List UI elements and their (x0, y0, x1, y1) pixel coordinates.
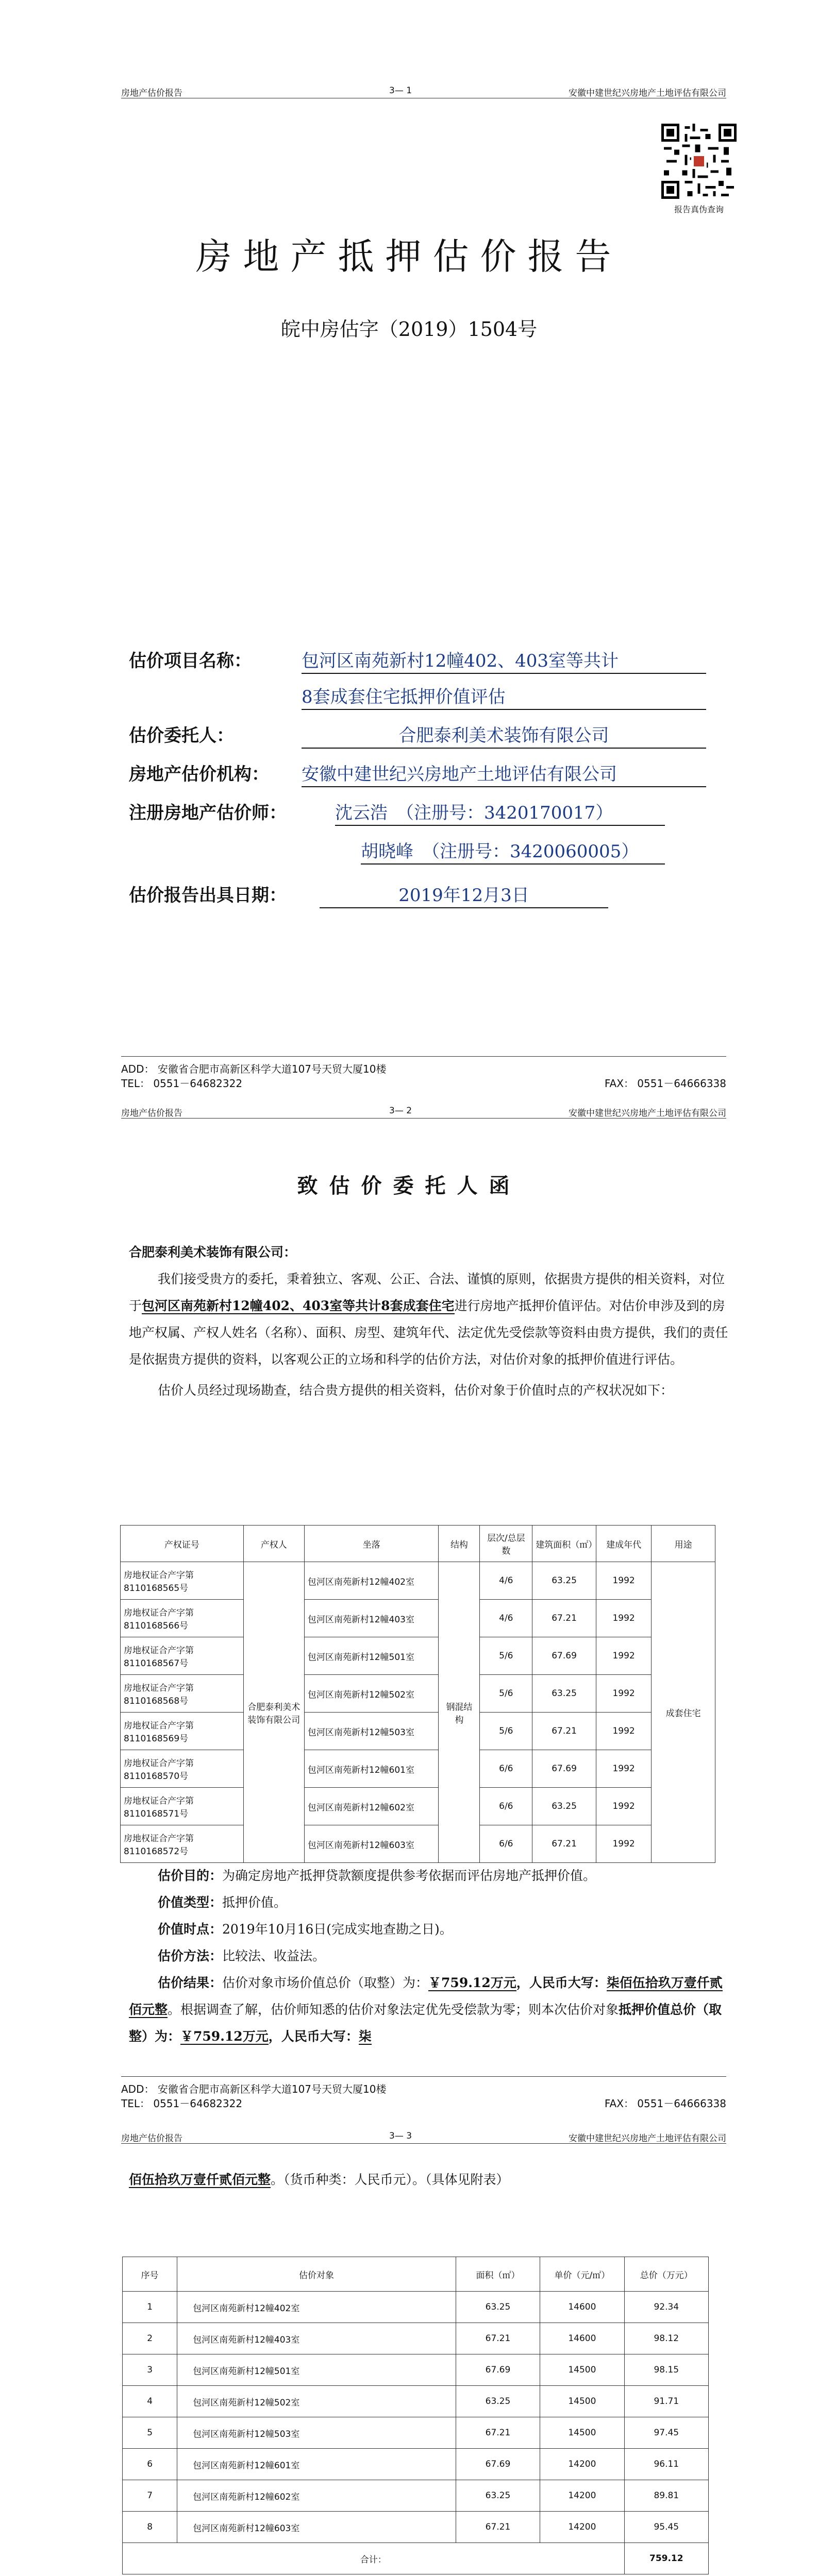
price-cell: 14500 (540, 2386, 624, 2417)
col-floor: 层次/总层数 (480, 1526, 532, 1562)
timepoint-line (129, 1916, 732, 1943)
value-type-value: 抵押价值。 (222, 1895, 287, 1910)
object-cell: 包河区南苑新村12幢402室 (177, 2292, 456, 2323)
header-report-name: 房地产估价报告 (121, 2133, 182, 2144)
no-cell: 8 (123, 2512, 177, 2543)
table-header-row (123, 2257, 709, 2292)
location-cell: 包河区南苑新村12幢402室 (304, 1562, 439, 1600)
area-cell: 67.69 (456, 2449, 540, 2480)
letter-body (129, 1239, 732, 1404)
para1-property: 包河区南苑新村12幢402、403室等共计8套成套住宅 (142, 1298, 455, 1313)
method-label: 估价方法： (158, 1948, 223, 1963)
property-rights-table (120, 1525, 715, 1863)
area-cell: 67.21 (532, 1713, 596, 1750)
result-continued (129, 2166, 732, 2193)
report-date: 2019年12月3日 (320, 881, 608, 908)
col-structure: 结构 (439, 1526, 480, 1562)
client-label: 估价委托人： (129, 725, 234, 746)
location-cell: 包河区南苑新村12幢503室 (304, 1713, 439, 1750)
header-page-number: 3— 1 (389, 86, 412, 96)
agency-name: 安徽中建世纪兴房地产土地评估有限公司 (302, 760, 706, 787)
result-text-c: 。根据调查了解，估价师知悉的估价对象法定优先受偿款为零；则本次估价对象 (168, 2002, 619, 2017)
price-cell: 14500 (540, 2417, 624, 2449)
table-row (121, 1750, 715, 1788)
year-cell: 1992 (596, 1600, 651, 1637)
area-cell: 67.21 (456, 2417, 540, 2449)
mortgage-value-words-end: 佰伍拾玖万壹仟贰佰元整 (129, 2172, 271, 2187)
table-row (123, 2449, 709, 2480)
col-area: 建筑面积（㎡） (532, 1526, 596, 1562)
market-value-amount: ￥759.12万元 (428, 1975, 516, 1990)
footer-address: ADD： 安徽省合肥市高新区科学大道107号天贸大厦10楼 (121, 1063, 387, 1075)
purpose-label: 估价目的： (158, 1868, 223, 1883)
year-cell: 1992 (596, 1713, 651, 1750)
total-cell: 89.81 (624, 2480, 708, 2512)
report-title: 房地产抵押估价报告 (195, 235, 623, 278)
floor-cell: 6/6 (480, 1788, 532, 1825)
total-cell: 97.45 (624, 2417, 708, 2449)
table-row (123, 2292, 709, 2323)
result-label: 估价结果： (158, 1975, 223, 1990)
use-cell: 成套住宅 (652, 1562, 715, 1863)
table-row (121, 1713, 715, 1750)
location-cell: 包河区南苑新村12幢502室 (304, 1675, 439, 1713)
structure-cell: 钢混结构 (439, 1562, 480, 1863)
table-row (123, 2480, 709, 2512)
col-cert: 产权证号 (121, 1526, 244, 1562)
total-cell: 91.71 (624, 2386, 708, 2417)
result-text-h: 。（货币种类：人民币元）。（具体见附表） (271, 2172, 509, 2187)
header-company: 安徽中建世纪兴房地产土地评估有限公司 (569, 2133, 726, 2144)
page-header (121, 1103, 726, 1118)
header-page-number: 3— 3 (389, 2131, 412, 2141)
no-cell: 1 (123, 2292, 177, 2323)
area-cell: 67.69 (456, 2354, 540, 2386)
mortgage-value-amount: ￥759.12万元 (180, 2029, 269, 2044)
purpose-line (129, 1862, 732, 1889)
price-cell: 14200 (540, 2480, 624, 2512)
footer-tel: TEL： 0551－64682322 (121, 1077, 243, 1090)
no-cell: 4 (123, 2386, 177, 2417)
no-cell: 3 (123, 2354, 177, 2386)
price-cell: 14500 (540, 2354, 624, 2386)
floor-cell: 4/6 (480, 1600, 532, 1637)
floor-cell: 4/6 (480, 1562, 532, 1600)
method-value: 比较法、收益法。 (222, 1948, 326, 1963)
area-cell: 67.21 (532, 1600, 596, 1637)
object-cell: 包河区南苑新村12幢501室 (177, 2354, 456, 2386)
object-cell: 包河区南苑新村12幢403室 (177, 2323, 456, 2354)
result-text-d: 抵押价值总价（取整）为： (129, 2002, 722, 2044)
page-header (121, 82, 726, 98)
result-text-a: 估价对象市场价值总价（取整）为： (222, 1975, 429, 1990)
no-cell: 7 (123, 2480, 177, 2512)
purpose-value: 为确定房地产抵押贷款额度提供参考依据而评估房地产抵押价值。 (222, 1868, 596, 1883)
no-cell: 5 (123, 2417, 177, 2449)
col-object: 估价对象 (177, 2257, 456, 2292)
timepoint-value: 2019年10月16日(完成实地查勘之日)。 (222, 1922, 453, 1937)
letter-title: 致估价委托人函 (297, 1174, 521, 1198)
cert-cell: 房地权证合产字第8110168572号 (121, 1825, 244, 1863)
year-cell: 1992 (596, 1788, 651, 1825)
table-row (123, 2512, 709, 2543)
table-row (121, 1675, 715, 1713)
col-owner: 产权人 (243, 1526, 304, 1562)
area-cell: 63.25 (532, 1675, 596, 1713)
area-cell: 63.25 (456, 2292, 540, 2323)
area-cell: 63.25 (456, 2480, 540, 2512)
result-continued-line (129, 2166, 732, 2193)
col-no: 序号 (123, 2257, 177, 2292)
object-cell: 包河区南苑新村12幢502室 (177, 2386, 456, 2417)
table-row (123, 2354, 709, 2386)
cert-cell: 房地权证合产字第8110168570号 (121, 1750, 244, 1788)
table-row (123, 2417, 709, 2449)
header-report-name: 房地产估价报告 (121, 1108, 182, 1118)
col-area: 面积（㎡） (456, 2257, 540, 2292)
para1-text-c: 进行房地产抵押价值评估。对估价申涉及到的房地产权属、产权人姓名（名称）、面积、房型、建筑年代、法定优先受偿款等资料由贵方提供，我们的责任是依据贵方提供的资料，以客观公正的立场和科学的估价方法，对估价对象的抵押价值进行评估。 (129, 1298, 728, 1367)
location-cell: 包河区南苑新村12幢602室 (304, 1788, 439, 1825)
total-cell: 96.11 (624, 2449, 708, 2480)
no-cell: 2 (123, 2323, 177, 2354)
table-total-row (123, 2543, 709, 2574)
valuer-2: 胡晓峰 （注册号：3420060005） (361, 837, 665, 865)
col-unit-price: 单价（元/㎡） (540, 2257, 624, 2292)
cert-cell: 房地权证合产字第8110168565号 (121, 1562, 244, 1600)
cert-cell: 房地权证合产字第8110168571号 (121, 1788, 244, 1825)
area-cell: 63.25 (532, 1562, 596, 1600)
value-type-line (129, 1889, 732, 1916)
header-company: 安徽中建世纪兴房地产土地评估有限公司 (569, 1108, 726, 1118)
owner-cell: 合肥泰利美术装饰有限公司 (243, 1562, 304, 1863)
object-cell: 包河区南苑新村12幢602室 (177, 2480, 456, 2512)
year-cell: 1992 (596, 1637, 651, 1675)
result-text-e: ，人民币大写： (268, 2029, 359, 2044)
valuation-summary (129, 1862, 732, 2050)
client-name: 合肥泰利美术装饰有限公司 (302, 721, 706, 749)
valuer-1: 沈云浩 （注册号：3420170017） (335, 799, 665, 826)
result-line (129, 1970, 732, 2050)
total-cell: 92.34 (624, 2292, 708, 2323)
letter-salutation: 合肥泰利美术装饰有限公司： (129, 1245, 297, 1260)
location-cell: 包河区南苑新村12幢501室 (304, 1637, 439, 1675)
letter-paragraph-2: 估价人员经过现场勘查，结合贵方提供的相关资料，估价对象于价值时点的产权状况如下： (158, 1383, 674, 1398)
location-cell: 包河区南苑新村12幢603室 (304, 1825, 439, 1863)
area-cell: 67.21 (456, 2512, 540, 2543)
table-row (121, 1600, 715, 1637)
year-cell: 1992 (596, 1675, 651, 1713)
floor-cell: 5/6 (480, 1713, 532, 1750)
project-name-label: 估价项目名称： (129, 651, 252, 671)
header-report-name: 房地产估价报告 (121, 88, 182, 98)
object-cell: 包河区南苑新村12幢601室 (177, 2449, 456, 2480)
valuation-results-table (122, 2257, 709, 2574)
floor-cell: 5/6 (480, 1675, 532, 1713)
year-cell: 1992 (596, 1750, 651, 1788)
cert-cell: 房地权证合产字第8110168567号 (121, 1637, 244, 1675)
mortgage-value-words-start: 柒 (358, 2029, 372, 2044)
cert-cell: 房地权证合产字第8110168566号 (121, 1600, 244, 1637)
year-cell: 1992 (596, 1562, 651, 1600)
cert-cell: 房地权证合产字第8110168569号 (121, 1713, 244, 1750)
area-cell: 67.21 (532, 1825, 596, 1863)
total-cell: 95.45 (624, 2512, 708, 2543)
market-value-words: 柒佰伍拾玖万壹仟贰佰元整 (129, 1975, 723, 2017)
project-name-line1: 包河区南苑新村12幢402、403室等共计 (302, 647, 706, 674)
footer-tel: TEL： 0551－64682322 (121, 2097, 243, 2110)
cert-cell: 房地权证合产字第8110168568号 (121, 1675, 244, 1713)
page-footer (121, 2076, 726, 2108)
valuer-label: 注册房地产估价师： (129, 803, 287, 823)
location-cell: 包河区南苑新村12幢403室 (304, 1600, 439, 1637)
col-location: 坐落 (304, 1526, 439, 1562)
area-cell: 67.69 (532, 1750, 596, 1788)
letter-paragraph-1 (129, 1266, 732, 1373)
footer-fax: FAX： 0551－64666338 (604, 1077, 726, 1090)
floor-cell: 6/6 (480, 1825, 532, 1863)
location-cell: 包河区南苑新村12幢601室 (304, 1750, 439, 1788)
table-row (121, 1825, 715, 1863)
area-cell: 67.21 (456, 2323, 540, 2354)
footer-fax: FAX： 0551－64666338 (604, 2097, 726, 2110)
agency-label: 房地产估价机构： (129, 764, 269, 785)
report-date-label: 估价报告出具日期： (129, 885, 287, 906)
col-total: 总价（万元） (624, 2257, 708, 2292)
area-cell: 67.69 (532, 1637, 596, 1675)
table-row (121, 1788, 715, 1825)
total-cell: 98.12 (624, 2323, 708, 2354)
object-cell: 包河区南苑新村12幢503室 (177, 2417, 456, 2449)
value-type-label: 价值类型： (158, 1895, 223, 1910)
table-row (123, 2386, 709, 2417)
year-cell: 1992 (596, 1825, 651, 1863)
price-cell: 14600 (540, 2292, 624, 2323)
price-cell: 14200 (540, 2512, 624, 2543)
total-label-cell: 合计： (123, 2543, 625, 2574)
header-page-number: 3— 2 (389, 1106, 412, 1116)
area-cell: 63.25 (456, 2386, 540, 2417)
footer-address: ADD： 安徽省合肥市高新区科学大道107号天贸大厦10楼 (121, 2083, 387, 2095)
para1-text-a: 我们接受贵方的委托，秉着独立、客观、公正、合法、谨慎的原则，依据贵方提供的相关资料，对位于 (129, 1272, 725, 1313)
floor-cell: 6/6 (480, 1750, 532, 1788)
page-header (121, 2128, 726, 2144)
table-row (123, 2323, 709, 2354)
total-value-cell: 759.12 (624, 2543, 708, 2574)
col-year: 建成年代 (596, 1526, 651, 1562)
floor-cell: 5/6 (480, 1637, 532, 1675)
object-cell: 包河区南苑新村12幢603室 (177, 2512, 456, 2543)
qr-code[interactable] (661, 124, 737, 199)
col-use: 用途 (652, 1526, 715, 1562)
method-line (129, 1943, 732, 1970)
project-name-line2: 8套成套住宅抵押价值评估 (302, 683, 706, 710)
no-cell: 6 (123, 2449, 177, 2480)
header-company: 安徽中建世纪兴房地产土地评估有限公司 (569, 88, 726, 98)
page-footer (121, 1056, 726, 1088)
table-row (121, 1637, 715, 1675)
area-cell: 63.25 (532, 1788, 596, 1825)
table-row (121, 1562, 715, 1600)
qr-caption: 报告真伪查询 (674, 205, 724, 214)
price-cell: 14200 (540, 2449, 624, 2480)
timepoint-label: 价值时点： (158, 1922, 223, 1937)
table-header-row (121, 1526, 715, 1562)
total-cell: 98.15 (624, 2354, 708, 2386)
result-text-b: ，人民币大写： (516, 1975, 607, 1990)
price-cell: 14600 (540, 2323, 624, 2354)
report-doc-number: 皖中房估字（2019）1504号 (280, 318, 538, 341)
